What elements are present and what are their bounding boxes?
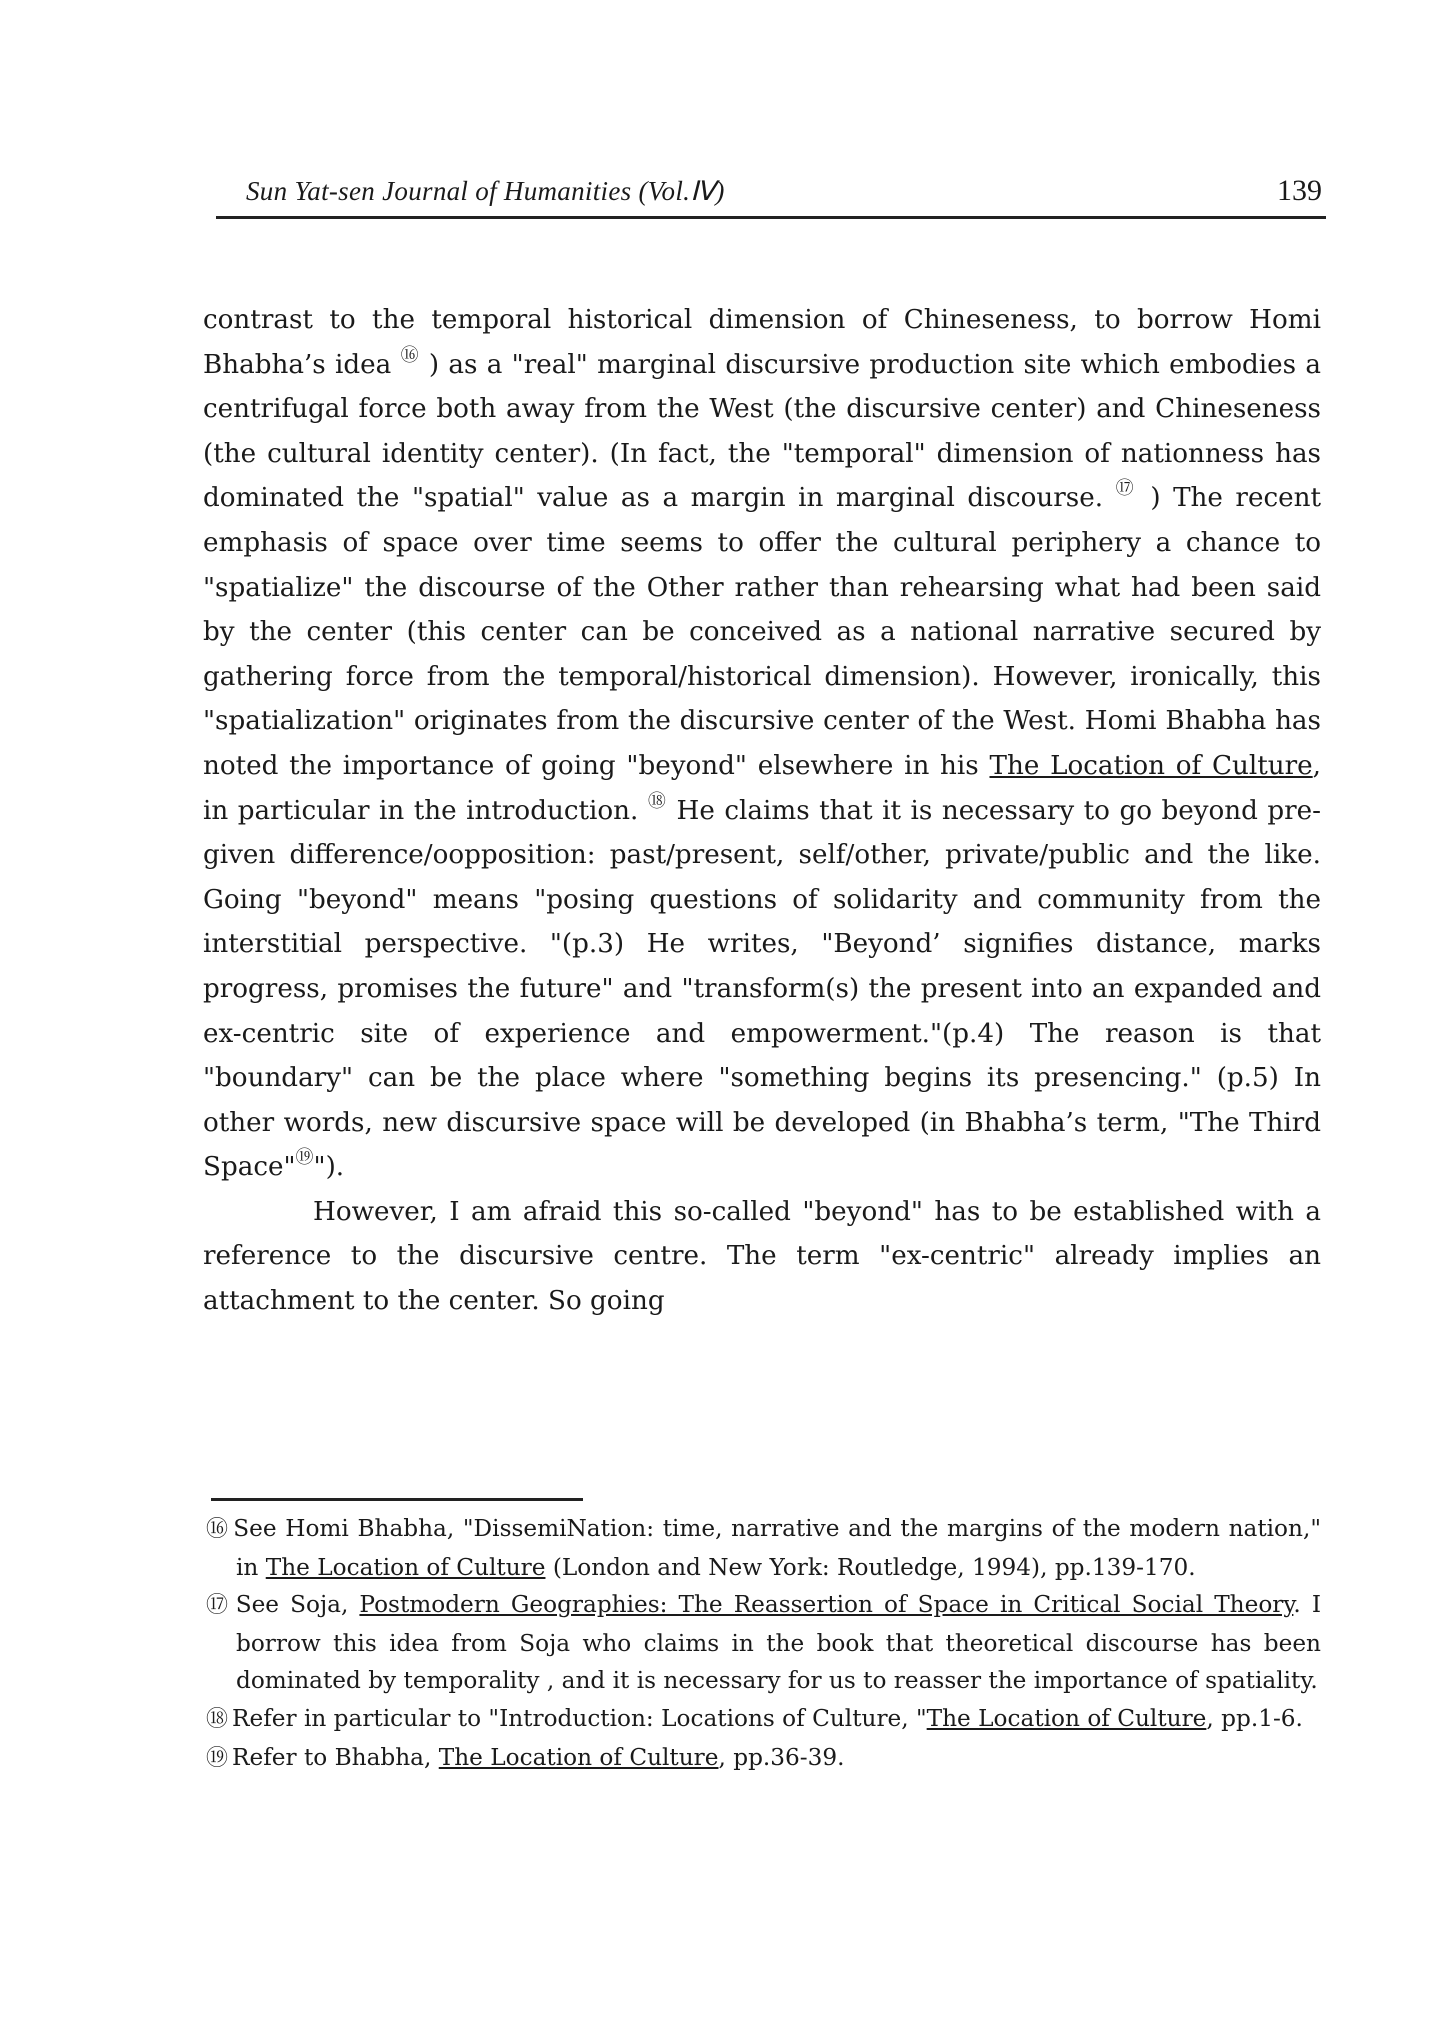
footnote-text: See Homi Bhabha, "DissemiNation: time, narrative and the margins of the modern nation," in [233, 1515, 1321, 1581]
footnote-ref-17: ⑰ [1115, 478, 1138, 500]
footnote-text: (London and New York: Routledge, 1994), pp.139-170. [552, 1553, 1196, 1581]
footnote-text: Refer to Bhabha, [232, 1743, 432, 1771]
book-title: Postmodern Geographies: The Reassertion of Space in Critical Social Theory [359, 1591, 1294, 1619]
text-span: "). [313, 1152, 345, 1183]
journal-title: Sun Yat-sen Journal of Humanities (Vol.Ⅳ) [246, 176, 725, 206]
footnote-18 [206, 1700, 1321, 1739]
paragraph-1 [203, 298, 1321, 1190]
footnotes [206, 1510, 1321, 1777]
text-span: He claims that it is necessary to go beyond pre-given difference/oopposition: past/present, self/other, private/public and the like. Going "beyond" means "posing questions of solidarity and community from the interstitial perspective. "(p.3) He writes, "Beyond’ signifies distance, marks progress, promises the future" and "transform(s) the present into an expanded and ex-centric site of experience and empowerment."(p.4) The reason is that "boundary" can be the place where "something begins its presencing." (p.5) In other words, new discursive space will be developed (in Bhabha’s term, "The Third Space" [203, 795, 1322, 1183]
book-title: The Location of Culture [438, 1743, 719, 1771]
footnote-ref-16: ⑯ [400, 344, 420, 366]
footnote-ref-19: ⑲ [295, 1147, 314, 1169]
text-span: contrast to the temporal historical dimension of Chineseness, to borrow Homi Bhabha’s idea [203, 305, 1321, 380]
text-span: ) as a "real" marginal discursive production site which embodies a centrifugal force both away from the West (the discursive center) and Chineseness (the cultural identity center). (In fact, the "temporal" dimension of nationness has dominated the "spatial" value as a margin in marginal discourse. [203, 349, 1322, 514]
page-number: 139 [1277, 174, 1322, 207]
footnote-ref-18: ⑱ [647, 790, 668, 812]
main-text [203, 298, 1321, 1324]
footnote-text: . I borrow this idea from Soja who claims in the book that theoretical discourse has been dominated by temporality , and it is necessary for us to reasser the importance of spatiality. [236, 1591, 1321, 1695]
footnote-text: , pp.36-39. [718, 1743, 845, 1771]
text-span: , in particular in the introduction. [203, 750, 1321, 826]
footnote-text: , pp.1-6. [1206, 1704, 1303, 1732]
book-title: The Location of Culture [265, 1553, 546, 1581]
paragraph-2: However, I am afraid this so-called "beyond" has to be established with a reference to the discursive centre. The term "ex-centric" already implies an attachment to the center. So going [203, 1196, 1321, 1317]
footnote-marker: ⑯ [206, 1517, 230, 1542]
footnote-marker: ⑲ [206, 1745, 229, 1771]
footnote-16 [206, 1510, 1321, 1586]
footnote-marker: ⑰ [206, 1593, 232, 1619]
text-span: ) The recent emphasis of space over time seems to offer the cultural periphery a chance to "spatialize" the discourse of the Other rather than rehearsing what had been said by the center (this center can be conceived as a national narrative secured by gathering force from the temporal/historical dimension). However, ironically, this "spatialization" originates from the discursive center of the West. Homi Bhabha has noted the importance of going "beyond" elsewhere in his [203, 483, 1321, 781]
book-title: The Location of Culture [926, 1704, 1207, 1732]
footnote-marker: ⑱ [206, 1706, 229, 1732]
footnote-17 [206, 1586, 1321, 1700]
book-title: The Location of Culture [989, 750, 1313, 781]
footnote-text: See Soja, [235, 1591, 349, 1619]
footnote-divider [211, 1498, 583, 1501]
footnote-text: Refer in particular to "Introduction: Locations of Culture, " [232, 1704, 927, 1732]
running-header [216, 172, 1326, 219]
footnote-19 [206, 1739, 1321, 1778]
